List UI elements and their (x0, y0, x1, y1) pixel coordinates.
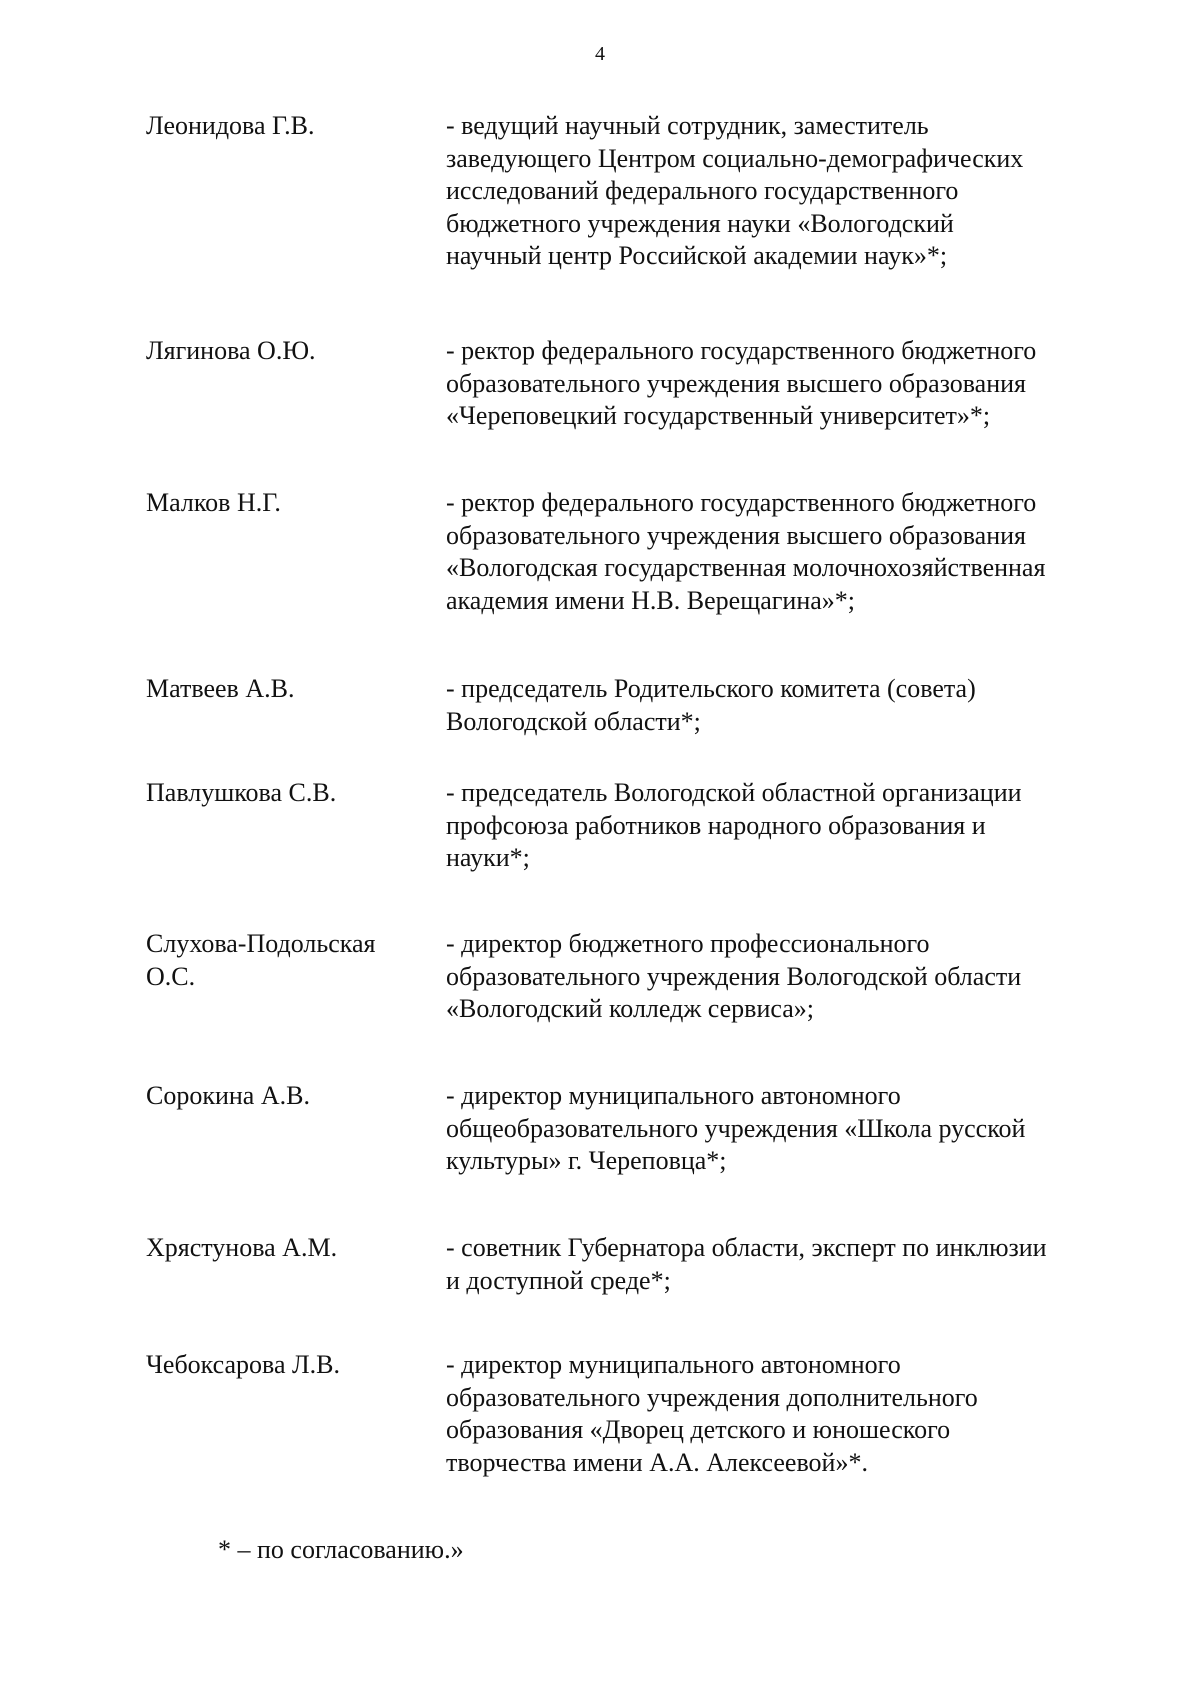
description-line: - ведущий научный сотрудник, заместитель (446, 111, 929, 140)
member-name-line: Леонидова Г.В. (146, 111, 315, 140)
footnote: * – по согласованию.» (218, 1535, 464, 1564)
description-line: академия имени Н.В. Верещагина»*; (446, 585, 856, 615)
member-description (446, 1232, 1136, 1297)
description-line: «Вологодский колледж сервиса»; (446, 994, 814, 1023)
member-name-line: Чебоксарова Л.В. (146, 1350, 340, 1379)
description-line: - советник Губернатора области, эксперт по инклюзии (446, 1233, 1047, 1262)
description-line: культуры» г. Череповца*; (446, 1146, 727, 1175)
description-line: образовательного учреждения дополнительного (446, 1382, 978, 1412)
description-line: заведующего Центром социально-демографических (446, 143, 1024, 173)
member-name-line: Сорокина А.В. (146, 1081, 310, 1110)
member-description (446, 110, 1136, 273)
description-line: - председатель Вологодской областной организации (446, 778, 1022, 807)
member-name (146, 777, 416, 810)
member-description (446, 335, 1136, 433)
member-description (446, 928, 1136, 1026)
member-description (446, 487, 1136, 617)
description-line: образовательного учреждения высшего образования (446, 520, 1026, 550)
member-description (446, 777, 1136, 875)
description-line: - директор муниципального автономного (446, 1350, 901, 1379)
description-line: общеобразовательного учреждения «Школа русской (446, 1113, 1026, 1143)
description-line: «Череповецкий государственный университет»*; (446, 401, 991, 430)
description-line: и доступной среде*; (446, 1265, 671, 1295)
description-line: Вологодской области*; (446, 706, 701, 736)
page-number: 4 (595, 43, 605, 65)
description-line: «Вологодская государственная молочнохозяйственная (446, 553, 1046, 582)
member-description (446, 1349, 1136, 1479)
member-name (146, 487, 416, 520)
member-name-line: Матвеев А.В. (146, 674, 295, 703)
member-name-line: Слухова-Подольская (146, 929, 376, 958)
member-name-line: Лягинова О.Ю. (146, 336, 316, 365)
description-line: - ректор федерального государственного бюджетного (446, 336, 1037, 365)
member-name (146, 110, 416, 143)
member-name (146, 335, 416, 368)
member-name-line: Павлушкова С.В. (146, 778, 337, 807)
member-description (446, 1080, 1136, 1178)
member-name (146, 1349, 416, 1382)
description-line: науки*; (446, 843, 530, 872)
description-line: образовательного учреждения Вологодской области (446, 961, 1022, 991)
member-name-line: Малков Н.Г. (146, 488, 281, 517)
description-line: научный центр Российской академии наук»*; (446, 241, 948, 270)
description-line: творчества имени А.А. Алексеевой»*. (446, 1447, 868, 1477)
description-line: профсоюза работников народного образования и (446, 810, 986, 840)
description-line: - директор бюджетного профессионального (446, 929, 930, 958)
description-line: исследований федерального государственного (446, 176, 959, 205)
member-name (146, 1232, 416, 1265)
member-name-line: О.С. (146, 961, 196, 991)
member-name-line: Хрястунова А.М. (146, 1233, 338, 1262)
description-line: бюджетного учреждения науки «Вологодский (446, 208, 954, 238)
member-name (146, 673, 416, 706)
description-line: - директор муниципального автономного (446, 1081, 901, 1110)
member-description (446, 673, 1136, 738)
description-line: - ректор федерального государственного бюджетного (446, 488, 1037, 517)
description-line: - председатель Родительского комитета (совета) (446, 674, 976, 703)
description-line: образования «Дворец детского и юношеского (446, 1415, 951, 1444)
description-line: образовательного учреждения высшего образования (446, 368, 1026, 398)
member-name (146, 1080, 416, 1113)
member-name (146, 928, 416, 993)
